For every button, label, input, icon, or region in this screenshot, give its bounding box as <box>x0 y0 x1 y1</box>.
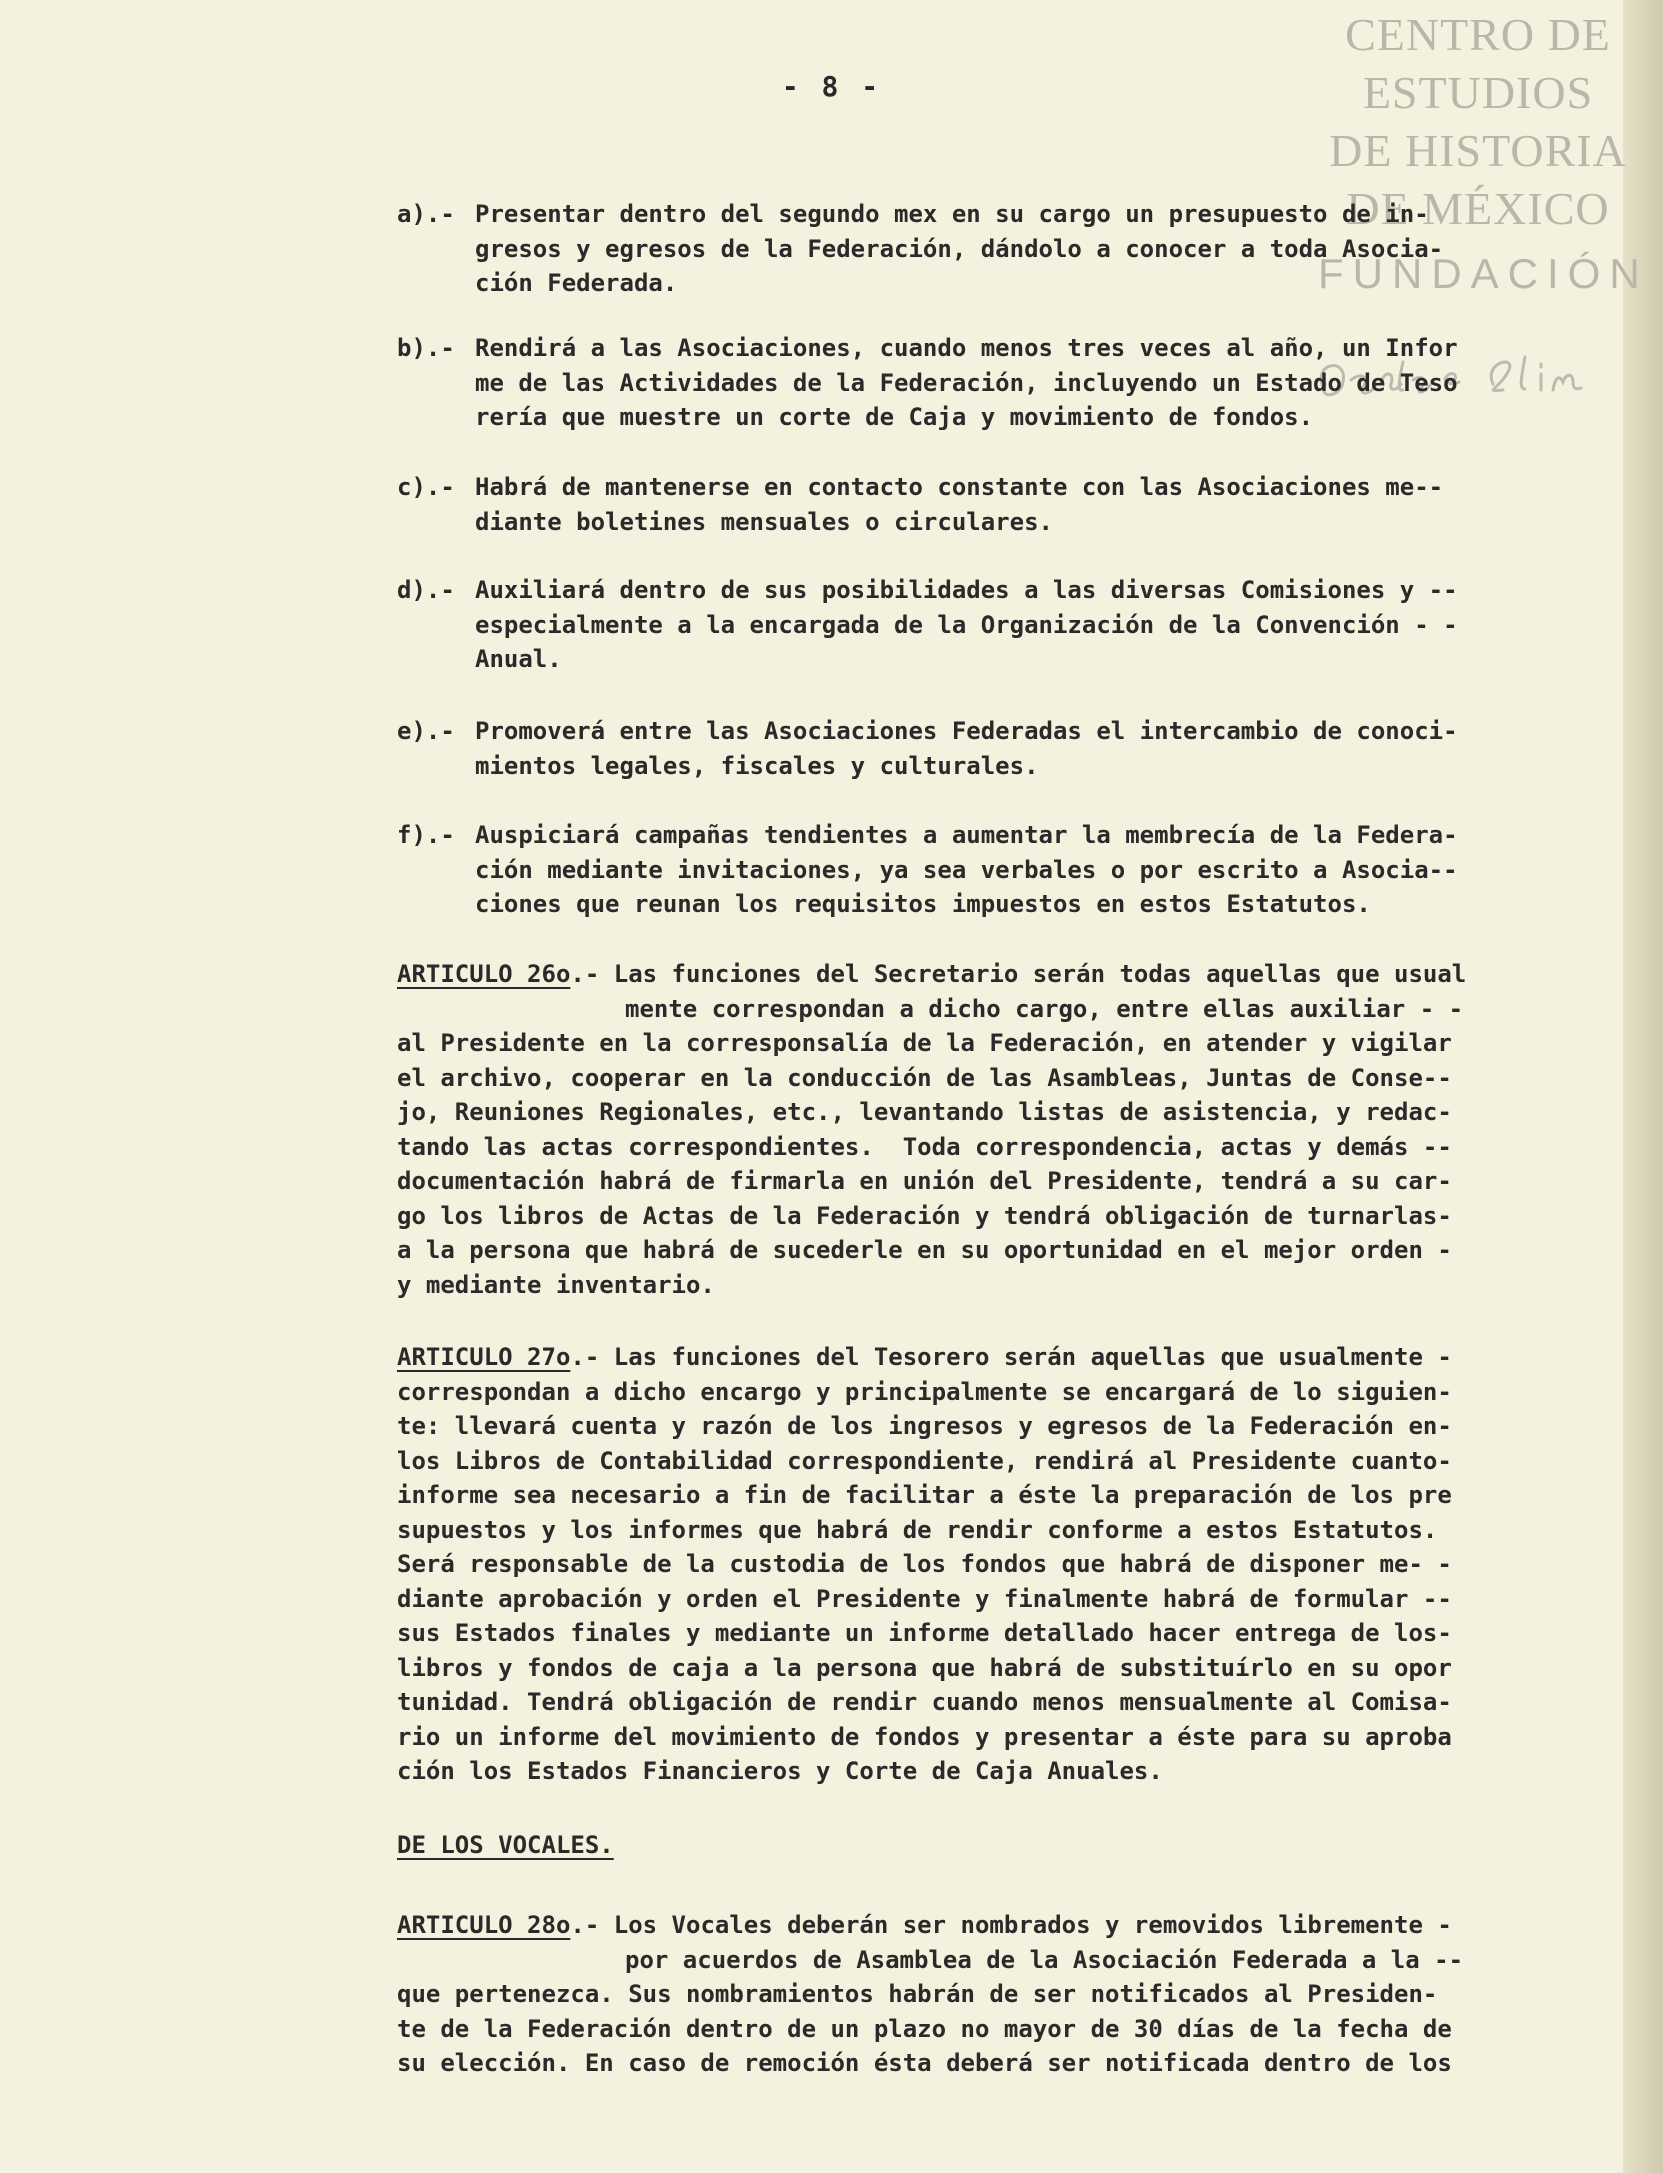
text-line: y mediante inventario. <box>397 1270 715 1299</box>
text-line: Rendirá a las Asociaciones, cuando menos tres veces al año, un Infor <box>475 334 1458 362</box>
watermark-line: CENTRO DE <box>1345 9 1611 60</box>
section-title <box>397 1828 614 1863</box>
text-line: me de las Actividades de la Federación, incluyendo un Estado de Teso <box>475 368 1458 397</box>
article-heading <box>397 1908 1527 1943</box>
section-title-text: DE LOS VOCALES. <box>397 1831 614 1859</box>
article-suffix: .- <box>570 1911 614 1939</box>
text-line: su elección. En caso de remoción ésta deberá ser notificada dentro de los <box>397 2049 1452 2077</box>
text-line: al Presidente en la corresponsalía de la Federación, en atender y vigilar <box>397 1029 1452 1057</box>
text-line: mientos legales, fiscales y culturales. <box>475 751 1039 780</box>
page-number: - 8 - <box>781 70 882 103</box>
watermark-line: ESTUDIOS <box>1362 67 1594 118</box>
text-line: mente correspondan a dicho cargo, entre ellas auxiliar - - <box>625 994 1464 1023</box>
article-title: ARTICULO 28o <box>397 1911 571 1939</box>
text-line: por acuerdos de Asamblea de la Asociación Federada a la -- <box>625 1945 1464 1974</box>
text-line: gresos y egresos de la Federación, dándolo a conocer a toda Asocia- <box>475 234 1444 263</box>
text-line: diante aprobación y orden el Presidente y finalmente habrá de formular -- <box>397 1584 1452 1613</box>
article-26 <box>397 957 1527 1302</box>
article-heading <box>397 957 1527 992</box>
text-line: rería que muestre un corte de Caja y movimiento de fondos. <box>475 403 1314 431</box>
text-line: ción mediante invitaciones, ya sea verbales o por escrito a Asocia-- <box>475 855 1458 884</box>
text-line: Presentar dentro del segundo mex en su cargo un presupuesto de in- <box>475 200 1429 228</box>
article-suffix: .- <box>570 960 614 988</box>
text-line: a la persona que habrá de sucederle en su oportunidad en el mejor orden - <box>397 1236 1452 1264</box>
text-line: te: llevará cuenta y razón de los ingresos y egresos de la Federación en- <box>397 1412 1452 1440</box>
text-line: jo, Reuniones Regionales, etc., levantando listas de asistencia, y redac- <box>397 1098 1452 1126</box>
article-title: ARTICULO 27o <box>397 1343 571 1371</box>
list-item <box>397 573 1527 677</box>
text-line: documentación habrá de firmarla en unión del Presidente, tendrá a su car- <box>397 1167 1452 1195</box>
text-line: el archivo, cooperar en la conducción de las Asambleas, Juntas de Conse-- <box>397 1063 1452 1092</box>
text-line: sus Estados finales y mediante un informe detallado hacer entrega de los- <box>397 1619 1452 1647</box>
text-line: Será responsable de la custodia de los fondos que habrá de disponer me- - <box>397 1550 1452 1578</box>
article-heading <box>397 1340 1527 1375</box>
list-item <box>397 470 1527 539</box>
text-line: tunidad. Tendrá obligación de rendir cuando menos mensualmente al Comisa- <box>397 1688 1452 1716</box>
watermark-line: DE HISTORIA <box>1329 125 1627 176</box>
text-line: Auxiliará dentro de sus posibilidades a las diversas Comisiones y -- <box>475 576 1458 604</box>
text-line: Los Vocales deberán ser nombrados y removidos libremente - <box>613 1911 1452 1939</box>
list-item <box>397 818 1527 922</box>
text-line: libros y fondos de caja a la persona que habrá de substituírlo en su opor <box>397 1653 1452 1682</box>
article-suffix: .- <box>570 1343 614 1371</box>
text-line: Habrá de mantenerse en contacto constante con las Asociaciones me-- <box>475 473 1444 501</box>
text-line: Auspiciará campañas tendientes a aumentar la membrecía de la Federa- <box>475 821 1458 849</box>
item-label: a).- <box>397 200 455 228</box>
page-edge <box>1623 0 1663 2173</box>
article-title: ARTICULO 26o <box>397 960 571 988</box>
text-line: Anual. <box>475 645 562 673</box>
item-label: f).- <box>397 821 455 849</box>
text-line: ción los Estados Financieros y Corte de Caja Anuales. <box>397 1757 1163 1785</box>
text-line: te de la Federación dentro de un plazo no mayor de 30 días de la fecha de <box>397 2014 1452 2043</box>
list-item <box>397 714 1527 783</box>
watermark-foundation: FUNDACIÓN <box>1318 250 1649 297</box>
item-label: e).- <box>397 717 455 745</box>
text-line: rio un informe del movimiento de fondos y presentar a éste para su aproba <box>397 1722 1452 1751</box>
article-27 <box>397 1340 1527 1789</box>
text-line: ción Federada. <box>475 269 678 297</box>
item-label: c).- <box>397 473 455 501</box>
text-line: tando las actas correspondientes. Toda correspondencia, actas y demás -- <box>397 1132 1452 1161</box>
watermark-line: DE MÉXICO <box>1346 183 1610 234</box>
list-item <box>397 331 1527 435</box>
text-line: supuestos y los informes que habrá de rendir conforme a estos Estatutos. <box>397 1515 1438 1544</box>
text-line: Promoverá entre las Asociaciones Federadas el intercambio de conoci- <box>475 717 1458 745</box>
text-line: especialmente a la encargada de la Organización de la Convención - - <box>475 610 1458 639</box>
text-line: ciones que reunan los requisitos impuestos en estos Estatutos. <box>475 890 1371 918</box>
article-28 <box>397 1908 1527 2081</box>
item-label: b).- <box>397 334 455 362</box>
text-line: que pertenezca. Sus nombramientos habrán de ser notificados al Presiden- <box>397 1980 1438 2008</box>
text-line: go los libros de Actas de la Federación y tendrá obligación de turnarlas- <box>397 1201 1452 1230</box>
item-label: d).- <box>397 576 455 604</box>
text-line: los Libros de Contabilidad correspondiente, rendirá al Presidente cuanto- <box>397 1446 1452 1475</box>
text-line: informe sea necesario a fin de facilitar a éste la preparación de los pre <box>397 1481 1452 1509</box>
text-line: correspondan a dicho encargo y principalmente se encargará de lo siguien- <box>397 1377 1452 1406</box>
list-item <box>397 197 1527 301</box>
text-line: diante boletines mensuales o circulares. <box>475 507 1053 536</box>
text-line: Las funciones del Secretario serán todas aquellas que usual <box>613 960 1467 988</box>
text-line: Las funciones del Tesorero serán aquellas que usualmente - <box>613 1343 1452 1371</box>
